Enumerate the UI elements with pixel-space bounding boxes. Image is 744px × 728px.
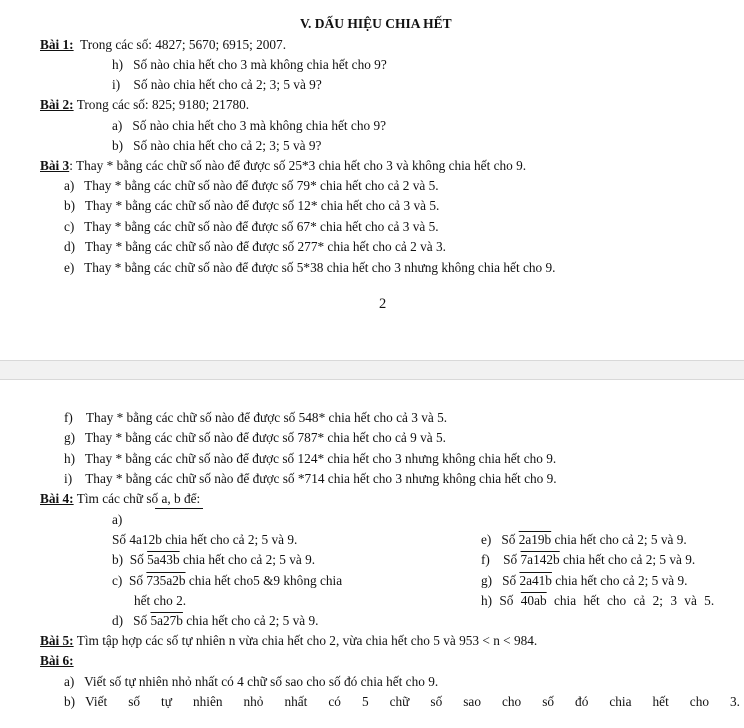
item-text: Số (133, 613, 148, 628)
item-text: Thay * bằng các chữ số nào để được số *714 chia hết cho 3 nhưng không chia hết cho 9. (85, 471, 557, 486)
bai3-item-h (64, 451, 556, 467)
bai4-item-h (481, 593, 714, 609)
bai4-item-b (112, 552, 315, 568)
bai3-label: Bài 3 (40, 158, 70, 173)
item-marker: d) (64, 239, 76, 254)
item-text: Thay * bằng các chữ số nào để được số 124* chia hết cho 3 nhưng không chia hết cho 9. (84, 451, 557, 466)
page-break (0, 360, 744, 380)
item-text: Thay * bằng các chữ số nào để được số 548* chia hết cho cả 3 và 5. (85, 410, 448, 425)
page-title: V. DẤU HIỆU CHIA HẾT (300, 16, 452, 31)
bai2-label: Bài 2: (40, 97, 74, 112)
item-marker: e) (481, 532, 492, 547)
bai4-divider (155, 508, 203, 509)
item-marker: b) (64, 198, 76, 213)
bai3-heading (40, 158, 526, 174)
bai3-item-c (64, 219, 439, 235)
item-text: Thay * bằng các chữ số nào để được số 277* chia hết cho cả 2 và 3. (84, 239, 446, 254)
bai4-heading (40, 491, 200, 507)
item-text: Số (501, 532, 516, 547)
item-marker: b) (64, 694, 76, 709)
item-marker: f) (481, 552, 490, 567)
item-marker: b) (112, 552, 124, 567)
item-marker: h) (112, 57, 124, 72)
bai4-item-g (481, 573, 687, 589)
item-marker: a) (64, 674, 75, 689)
item-text: Thay * bằng các chữ số nào để được số 67* chia hết cho cả 3 và 5. (84, 219, 439, 234)
bai3-item-e (64, 260, 555, 276)
bai4-item-c (112, 573, 342, 589)
item-text: chia hết cho cả 2; 5 và 9. (563, 552, 696, 567)
bai4-item-c-cont: hết cho 2. (134, 593, 187, 608)
item-text: chia hết cho cả 2; 5 và 9. (555, 573, 688, 588)
overlined-number: 2a19b (518, 532, 552, 547)
overlined-number: 5a43b (147, 552, 180, 567)
item-marker: a) (64, 178, 75, 193)
bai3-item-b (64, 198, 439, 214)
item-text: chia hết cho5 &9 không chia (188, 573, 343, 588)
bai1-heading (40, 37, 286, 53)
bai6-heading (40, 653, 74, 669)
item-text: Thay * bằng các chữ số nào để được số 787* chia hết cho cả 9 và 5. (84, 430, 446, 445)
item-text: Số (129, 573, 144, 588)
bai1-item-h (112, 57, 387, 73)
item-marker: g) (481, 573, 493, 588)
overlined-number: 7a142b (520, 552, 560, 567)
item-text: Số (499, 593, 514, 608)
item-marker: f) (64, 410, 73, 425)
item-text: Thay * bằng các chữ số nào để được số 5*38 chia hết cho 3 nhưng không chia hết cho 9. (84, 260, 556, 275)
item-text: Số nào chia hết cho 3 mà không chia hết cho 9? (132, 118, 387, 133)
bai1-label: Bài 1: (40, 37, 74, 52)
bai4-item-a-marker: a) (112, 512, 123, 527)
item-text: Viết số tự nhiên nhỏ nhất có 4 chữ số sao cho số đó chia hết cho 9. (84, 674, 439, 689)
bai4-item-f (481, 552, 695, 568)
bai4-item-e (481, 532, 687, 548)
bai2-item-b (112, 138, 321, 154)
item-text: chia hết cho cả 2; 5 và 9. (182, 552, 316, 567)
document-page-2 (0, 380, 744, 728)
bai5-label: Bài 5: (40, 633, 74, 648)
item-marker: g) (64, 430, 76, 445)
overlined-number: 5a27b (150, 613, 183, 628)
item-text: Số nào chia hết cho cả 2; 3; 5 và 9? (133, 138, 322, 153)
bai3-item-d (64, 239, 446, 255)
item-marker: i) (64, 471, 73, 486)
item-text: Số (129, 552, 144, 567)
item-marker: h) (64, 451, 76, 466)
bai5-text: Tìm tập hợp các số tự nhiên n vừa chia hết cho 2, vừa chia hết cho 5 và 953 < n < 984. (76, 633, 538, 648)
bai5-heading (40, 633, 537, 649)
overlined-number: 735a2b (146, 573, 186, 588)
item-text: chia hết cho cả 2; 3 và 5. (553, 593, 715, 608)
bai1-item-i (112, 77, 322, 93)
overlined-number: 2a41b (519, 573, 552, 588)
bai3-text: : Thay * bằng các chữ số nào để được số 25*3 chia hết cho 3 và không chia hết cho 9. (69, 158, 527, 173)
item-text: chia hết cho cả 2; 5 và 9. (554, 532, 687, 547)
document-page-1 (0, 0, 744, 360)
item-text: Thay * bằng các chữ số nào để được số 79* chia hết cho cả 2 và 5. (84, 178, 439, 193)
bai2-text: Trong các số: 825; 9180; 21780. (76, 97, 250, 112)
bai3-item-g (64, 430, 446, 446)
bai1-text: Trong các số: 4827; 5670; 6915; 2007. (80, 37, 287, 52)
item-text: Thay * bằng các chữ số nào để được số 12* chia hết cho cả 3 và 5. (84, 198, 440, 213)
bai4-item-d (112, 613, 318, 629)
item-marker: e) (64, 260, 75, 275)
item-marker: c) (64, 219, 75, 234)
bai2-heading (40, 97, 249, 113)
item-text: Số (502, 573, 517, 588)
overlined-number: 40ab (520, 593, 547, 608)
item-marker: i) (112, 77, 121, 92)
bai6-item-b (64, 694, 740, 710)
bai6-item-a (64, 674, 438, 690)
bai4-label: Bài 4: (40, 491, 74, 506)
bai4-item-a: Số 4a12b chia hết cho cả 2; 5 và 9. (112, 532, 298, 547)
bai3-item-f (64, 410, 447, 426)
bai3-item-a (64, 178, 439, 194)
bai4-text: Tìm các chữ số a, b để: (76, 491, 201, 506)
page-number: 2 (379, 296, 387, 312)
item-marker: b) (112, 138, 124, 153)
bai2-item-a (112, 118, 386, 134)
bai3-item-i (64, 471, 557, 487)
item-text: Viết số tự nhiên nhỏ nhất có 5 chữ số sao cho số đó chia hết cho 3. (85, 694, 740, 709)
item-text: chia hết cho cả 2; 5 và 9. (186, 613, 319, 628)
item-marker: a) (112, 118, 123, 133)
item-marker: c) (112, 573, 123, 588)
item-text: Số (503, 552, 518, 567)
item-marker: h) (481, 593, 493, 608)
item-text: Số nào chia hết cho 3 mà không chia hết cho 9? (133, 57, 387, 72)
item-text: Số nào chia hết cho cả 2; 3; 5 và 9? (133, 77, 322, 92)
item-marker: d) (112, 613, 124, 628)
bai6-label: Bài 6: (40, 653, 74, 668)
